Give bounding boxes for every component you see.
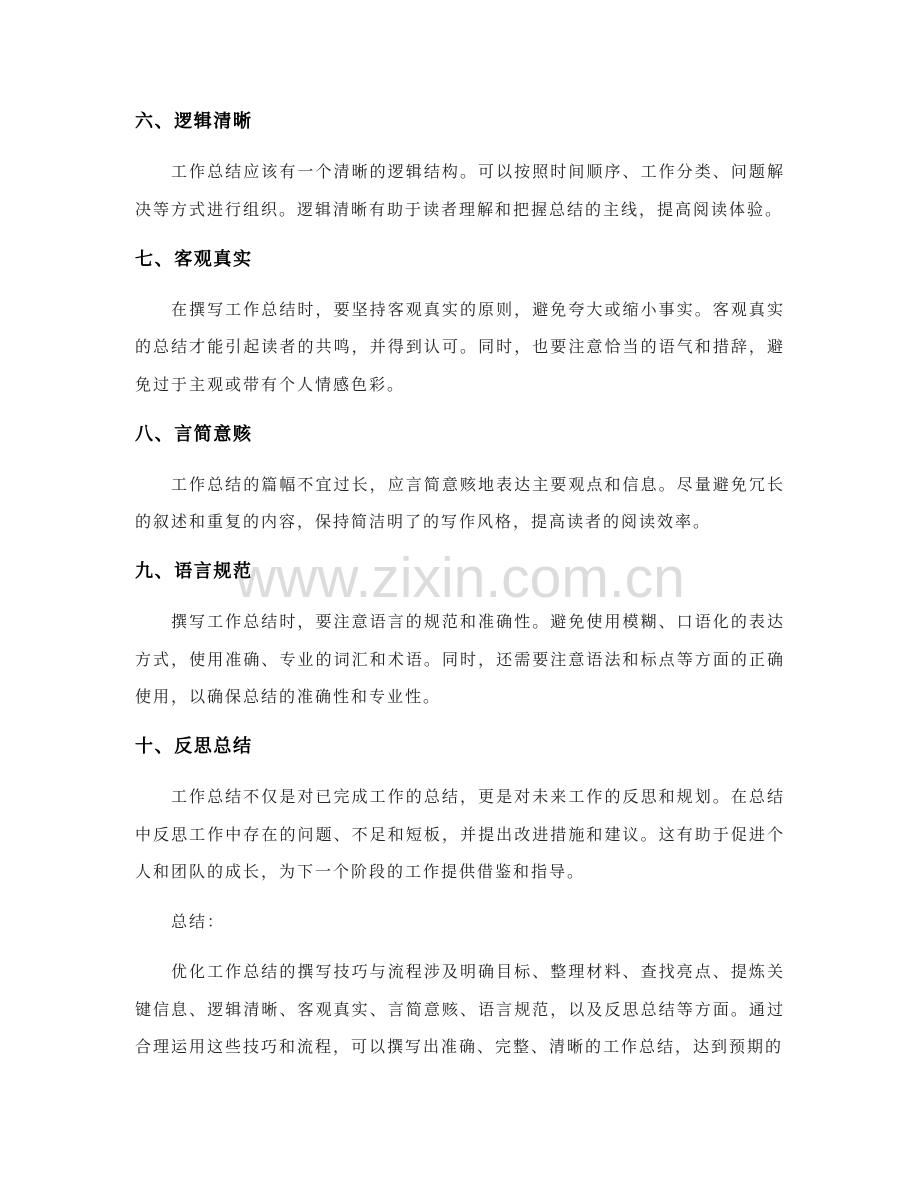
section-heading: 七、客观真实: [135, 248, 253, 270]
document-page: [135, 103, 785, 1078]
watermark: www.zixin.com.cn: [235, 546, 685, 610]
section-paragraph: 工作总结不仅是对已完成工作的总结，更是对未来工作的反思和规划。在总结中反思工作中存在的问题、不足和短板，并提出改进措施和建议。这有助于促进个人和团队的成长，为下一个阶段的工作提供借鉴和指导。: [135, 787, 785, 881]
summary-label: 总结：: [171, 912, 226, 931]
section-paragraph: 工作总结应该有一个清晰的逻辑结构。可以按照时间顺序、工作分类、问题解决等方式进行组织。逻辑清晰有助于读者理解和把握总结的主线，提高阅读体验。: [135, 162, 785, 219]
section-heading: 九、语言规范: [135, 561, 253, 582]
section-paragraph: 撰写工作总结时，要注意语言的规范和准确性。避免使用模糊、口语化的表达方式，使用准确、专业的词汇和术语。同时，还需要注意语法和标点等方面的正确使用，以确保总结的准确性和专业性。: [135, 612, 785, 706]
section-heading: 十、反思总结: [135, 736, 253, 757]
section-paragraph: 在撰写工作总结时，要坚持客观真实的原则，避免夸大或缩小事实。客观真实的总结才能引起读者的共鸣，并得到认可。同时，也要注意恰当的语气和措辞，避免过于主观或带有个人情感色彩。: [135, 299, 785, 394]
section-heading: 八、言简意赅: [135, 423, 253, 445]
section-heading: 六、逻辑清晰: [135, 111, 253, 132]
summary-paragraph: 优化工作总结的撰写技巧与流程涉及明确目标、整理材料、查找亮点、提炼关键信息、逻辑清晰、客观真实、言简意赅、语言规范，以及反思总结等方面。通过合理运用这些技巧和流程，可以撰写出准确、完整、清晰的工作总结，达到预期的: [135, 962, 785, 1056]
section-paragraph: 工作总结的篇幅不宜过长，应言简意赅地表达主要观点和信息。尽量避免冗长的叙述和重复的内容，保持简洁明了的写作风格，提高读者的阅读效率。: [135, 474, 785, 531]
